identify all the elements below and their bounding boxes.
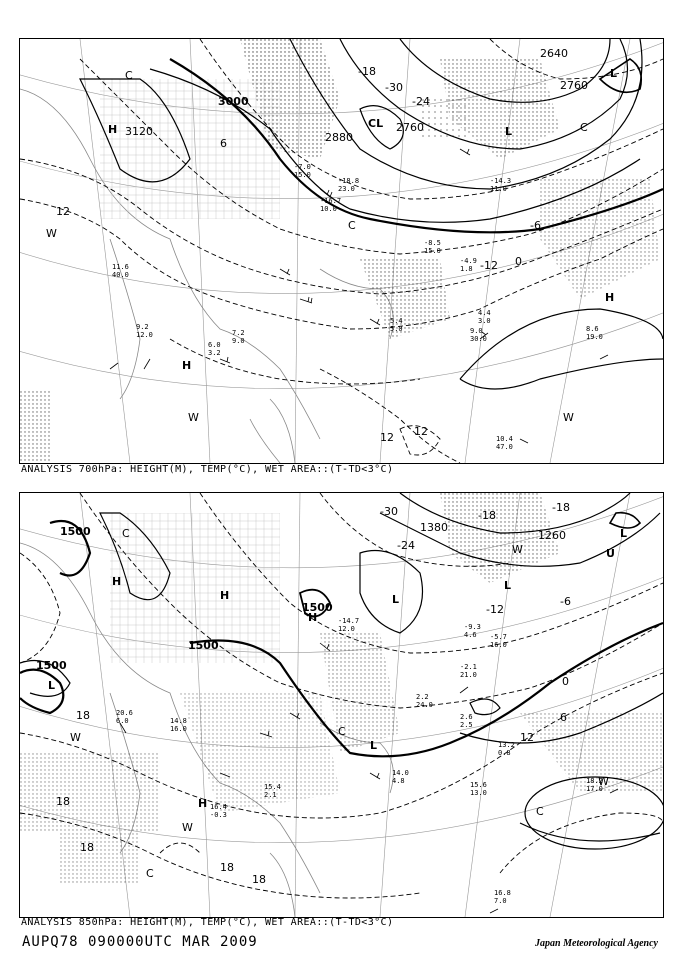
svg-text:7.2: 7.2 — [232, 329, 245, 337]
svg-text:23.0: 23.0 — [338, 185, 355, 193]
temp-label: 12 — [380, 431, 394, 444]
height-label: 1500 — [188, 639, 219, 652]
svg-text:7.0: 7.0 — [494, 897, 507, 905]
temp-label: 12 — [414, 425, 428, 438]
agency-credit: Japan Meteorological Agency — [535, 938, 658, 949]
map-850hpa — [19, 492, 664, 918]
map-850hpa-canvas — [20, 493, 663, 917]
warm-marker: W — [182, 821, 193, 834]
svg-text:40.0: 40.0 — [112, 271, 129, 279]
warm-marker: W — [70, 731, 81, 744]
temp-label: 0 — [562, 675, 569, 688]
height-label: 2880 — [325, 131, 353, 144]
svg-text:16.8: 16.8 — [494, 889, 511, 897]
svg-text:11.0: 11.0 — [490, 185, 507, 193]
svg-text:8.6: 8.6 — [586, 325, 599, 333]
cold-marker: C — [338, 725, 346, 738]
svg-text:2.5: 2.5 — [460, 721, 473, 729]
svg-text:21.0: 21.0 — [460, 671, 477, 679]
svg-text:30.0: 30.0 — [470, 335, 487, 343]
svg-text:-2.1: -2.1 — [460, 663, 477, 671]
svg-text:5.0: 5.0 — [390, 325, 403, 333]
temp-label: 6 — [220, 137, 227, 150]
low-pressure-symbol: L — [505, 125, 513, 138]
svg-text:-4.9: -4.9 — [460, 257, 477, 265]
svg-text:3.0: 3.0 — [478, 317, 491, 325]
svg-text:1.8: 1.8 — [460, 265, 473, 273]
high-pressure-symbol: H — [605, 291, 615, 304]
low-pressure-symbol: L — [620, 527, 628, 540]
map-850hpa-caption: ANALYSIS 850hPa: HEIGHT(M), TEMP(°C), WET AREA::(T-TD<3°C) — [21, 917, 394, 928]
temp-label: -6 — [560, 595, 571, 608]
temp-label: -18 — [358, 65, 376, 78]
svg-text:-5.7: -5.7 — [490, 633, 507, 641]
height-label: 3120 — [125, 125, 153, 138]
svg-text:10.4: 10.4 — [496, 435, 513, 443]
height-label: 2760 — [396, 121, 424, 134]
svg-text:-9.3: -9.3 — [464, 623, 481, 631]
height-contour-bold — [20, 670, 63, 713]
temp-label: 18 — [220, 861, 234, 874]
height-label: 1260 — [538, 529, 566, 542]
cold-marker: C — [122, 527, 130, 540]
temp-label: -30 — [380, 505, 398, 518]
low-pressure-symbol: L — [48, 679, 56, 692]
svg-text:10.0: 10.0 — [320, 205, 337, 213]
svg-text:9.2: 9.2 — [136, 323, 149, 331]
map-700hpa — [19, 38, 664, 464]
temp-label: -24 — [412, 95, 430, 108]
cold-marker: C — [348, 219, 356, 232]
height-label: 1380 — [420, 521, 448, 534]
svg-text:11.6: 11.6 — [112, 263, 129, 271]
svg-text:16.0: 16.0 — [490, 641, 507, 649]
warm-marker: W — [46, 227, 57, 240]
temp-label: 18 — [76, 709, 90, 722]
land-hatch — [100, 79, 280, 219]
svg-text:15.4: 15.4 — [264, 783, 281, 791]
svg-text:-14.3: -14.3 — [490, 177, 512, 185]
cold-marker: C — [536, 805, 544, 818]
height-label: 1500 — [302, 601, 333, 614]
warm-marker: W — [598, 775, 609, 788]
svg-text:2.1: 2.1 — [264, 791, 277, 799]
svg-text:18.2: 18.2 — [586, 777, 603, 785]
temp-label: -6 — [530, 219, 541, 232]
temp-label: -12 — [480, 259, 498, 272]
svg-text:6.0: 6.0 — [208, 341, 221, 349]
temp-label: -18 — [478, 509, 496, 522]
temp-label: 6 — [560, 711, 567, 724]
temp-label: -12 — [486, 603, 504, 616]
svg-text:-0.3: -0.3 — [210, 811, 227, 819]
svg-text:9.0: 9.0 — [470, 327, 483, 335]
high-pressure-symbol: H — [198, 797, 208, 810]
svg-text:-18.8: -18.8 — [338, 177, 360, 185]
map-700hpa-caption: ANALYSIS 700hPa: HEIGHT(M), TEMP(°C), WET AREA::(T-TD<3°C) — [21, 464, 394, 475]
temp-label: -24 — [397, 539, 415, 552]
high-pressure-symbol: H — [108, 123, 118, 136]
temp-label: 18 — [56, 795, 70, 808]
svg-text:13.0: 13.0 — [470, 789, 487, 797]
svg-text:-14.7: -14.7 — [338, 617, 360, 625]
temp-label: -18 — [552, 501, 570, 514]
high-pressure-symbol: H — [308, 611, 318, 624]
temp-label: 0 — [515, 255, 522, 268]
svg-text:4.6: 4.6 — [464, 631, 477, 639]
svg-text:3.2: 3.2 — [208, 349, 221, 357]
warm-marker: W — [512, 543, 523, 556]
map-700hpa-canvas — [20, 39, 663, 463]
cold-marker: C — [125, 69, 133, 82]
svg-text:20.6: 20.6 — [116, 709, 133, 717]
temp-label: 12 — [56, 205, 70, 218]
svg-text:6.0: 6.0 — [116, 717, 129, 725]
low-pressure-symbol: L — [392, 593, 400, 606]
low-pressure-symbol: L — [370, 739, 378, 752]
svg-text:5.4: 5.4 — [390, 317, 403, 325]
svg-text:16.0: 16.0 — [170, 725, 187, 733]
low-pressure-symbol: L — [610, 67, 618, 80]
temp-label: -30 — [385, 81, 403, 94]
cold-marker: C — [580, 121, 588, 134]
high-pressure-symbol: H — [182, 359, 192, 372]
low-pressure-symbol: CL — [368, 117, 384, 130]
temp-label: 12 — [520, 731, 534, 744]
height-label: 2640 — [540, 47, 568, 60]
svg-text:19.0: 19.0 — [586, 333, 603, 341]
svg-text:13.2: 13.2 — [498, 741, 515, 749]
high-pressure-symbol: H — [220, 589, 230, 602]
svg-text:15.6: 15.6 — [470, 781, 487, 789]
temp-label: 18 — [252, 873, 266, 886]
low-pressure-symbol: L — [504, 579, 512, 592]
svg-text:17.0: 17.0 — [586, 785, 603, 793]
cold-marker: C — [146, 867, 154, 880]
svg-text:16.4: 16.4 — [210, 803, 227, 811]
svg-text:-16.7: -16.7 — [320, 197, 342, 205]
svg-text:14.0: 14.0 — [392, 769, 409, 777]
svg-text:-8.5: -8.5 — [424, 239, 441, 247]
warm-marker: W — [563, 411, 574, 424]
svg-text:12.0: 12.0 — [136, 331, 153, 339]
svg-text:4.8: 4.8 — [392, 777, 405, 785]
svg-text:4.4: 4.4 — [478, 309, 491, 317]
chart-identifier: AUPQ78 090000UTC MAR 2009 — [22, 934, 258, 950]
svg-text:14.8: 14.8 — [170, 717, 187, 725]
svg-text:-7.0: -7.0 — [294, 163, 311, 171]
high-pressure-symbol: H — [112, 575, 122, 588]
height-label: 2760 — [560, 79, 588, 92]
svg-text:47.0: 47.0 — [496, 443, 513, 451]
height-label: 1500 — [36, 659, 67, 672]
svg-text:15.0: 15.0 — [424, 247, 441, 255]
svg-text:15.0: 15.0 — [294, 171, 311, 179]
svg-text:12.0: 12.0 — [338, 625, 355, 633]
temp-label: 18 — [80, 841, 94, 854]
height-label: 3000 — [218, 95, 249, 108]
svg-text:0.8: 0.8 — [498, 749, 511, 757]
warm-marker: W — [188, 411, 199, 424]
u-symbol: U — [606, 547, 615, 560]
svg-text:2.6: 2.6 — [460, 713, 473, 721]
svg-text:9.0: 9.0 — [232, 337, 245, 345]
svg-text:2.2: 2.2 — [416, 693, 429, 701]
svg-text:24.0: 24.0 — [416, 701, 433, 709]
height-label: 1500 — [60, 525, 91, 538]
